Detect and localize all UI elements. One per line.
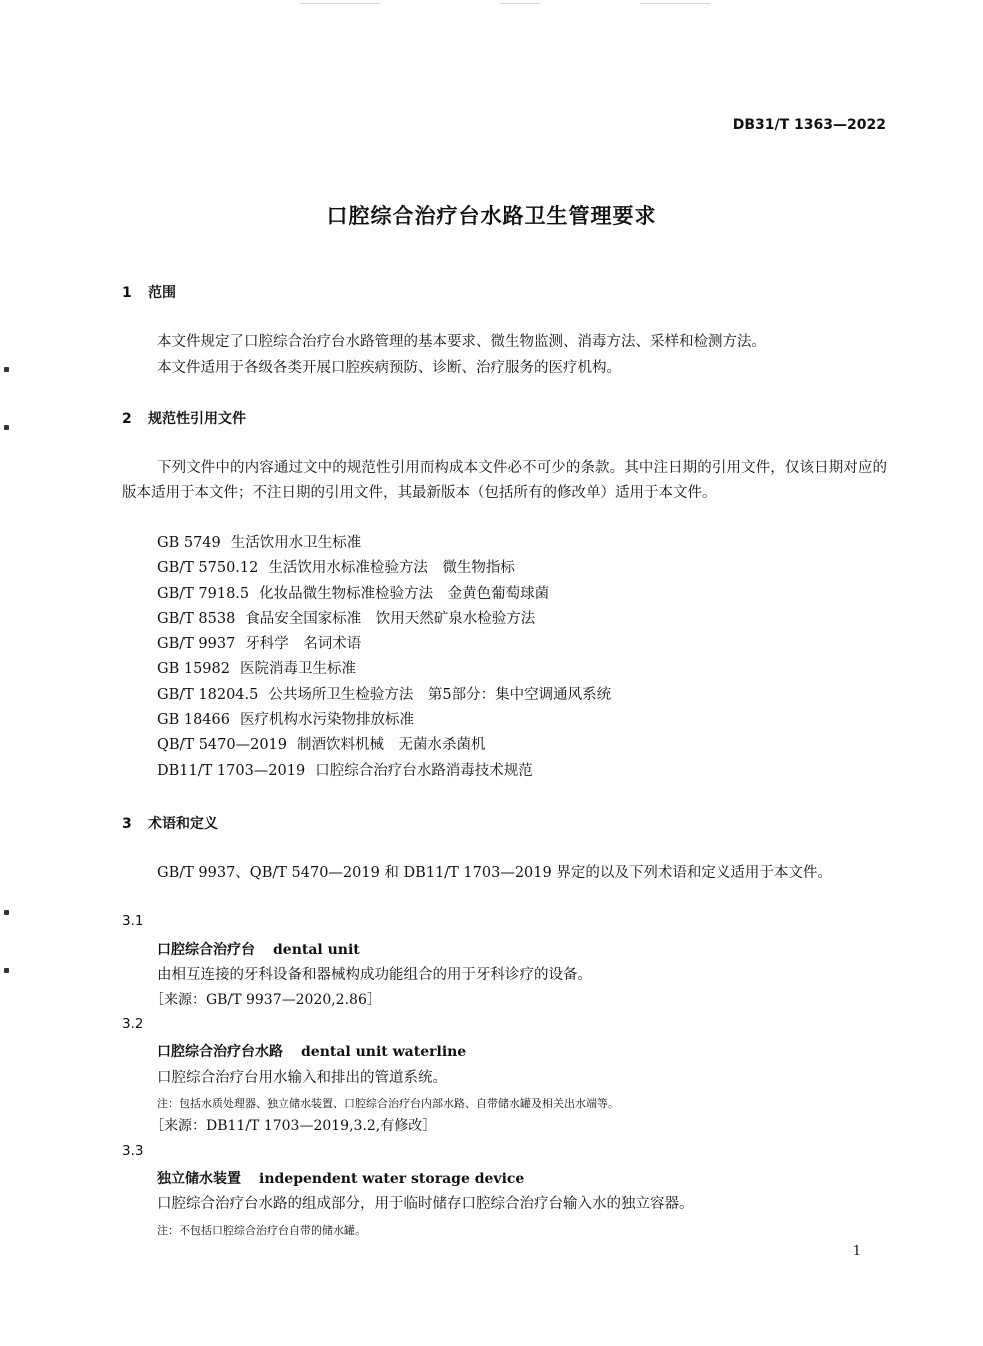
reference-code: GB/T 18204.5 bbox=[157, 686, 259, 703]
term-name-en: independent water storage device bbox=[259, 1171, 525, 1187]
reference-title: 医院消毒卫生标准 bbox=[239, 661, 356, 678]
margin-mark bbox=[4, 367, 9, 372]
reference-item bbox=[157, 582, 611, 607]
margin-mark bbox=[4, 968, 9, 973]
section-heading-scope bbox=[122, 282, 176, 302]
reference-item bbox=[157, 733, 611, 758]
reference-title: 医疗机构水污染物排放标准 bbox=[239, 712, 414, 729]
paragraph: 本文件规定了口腔综合治疗台水路管理的基本要求、微生物监测、消毒方法、采样和检测方法。 bbox=[157, 334, 766, 350]
reference-title: 生活饮用水标准检验方法 微生物指标 bbox=[268, 560, 515, 577]
reference-code: QB/T 5470—2019 bbox=[157, 737, 288, 754]
reference-code: GB 15982 bbox=[157, 661, 230, 678]
term-name bbox=[157, 939, 360, 959]
reference-code: GB 18466 bbox=[157, 712, 230, 729]
reference-title: 公共场所卫生检验方法 第5部分：集中空调通风系统 bbox=[268, 686, 612, 703]
section-number: 2 bbox=[122, 411, 132, 427]
reference-item bbox=[157, 657, 611, 682]
references-intro: 下列文件中的内容通过文中的规范性引用而构成本文件必不可少的条款。其中注日期的引用文件，仅该日期对应的版本适用于本文件；不注日期的引用文件，其最新版本（包括所有的修改单）适用于本文件。 bbox=[122, 460, 887, 501]
reference-title: 口腔综合治疗台水路消毒技术规范 bbox=[315, 762, 533, 779]
section-title: 术语和定义 bbox=[148, 816, 218, 832]
term-number: 3.2 bbox=[122, 1016, 144, 1032]
scan-artifact bbox=[640, 3, 710, 4]
page-number: 1 bbox=[852, 1244, 861, 1259]
term-name-zh: 独立储水装置 bbox=[157, 1171, 241, 1187]
reference-title: 食品安全国家标准 饮用天然矿泉水检验方法 bbox=[245, 610, 536, 627]
scan-artifact bbox=[300, 3, 380, 4]
term-source: ［来源：DB11/T 1703—2019,3.2,有修改］ bbox=[150, 1118, 437, 1134]
reference-title: 牙科学 名词术语 bbox=[245, 636, 362, 653]
reference-title: 制酒饮料机械 无菌水杀菌机 bbox=[297, 737, 486, 754]
reference-item bbox=[157, 708, 611, 733]
reference-code: GB/T 8538 bbox=[157, 610, 236, 627]
section-heading-terms bbox=[122, 813, 218, 833]
reference-code: GB 5749 bbox=[157, 535, 221, 551]
term-number: 3.3 bbox=[122, 1143, 144, 1159]
term-definition: 口腔综合治疗台水路的组成部分，用于临时储存口腔综合治疗台输入水的独立容器。 bbox=[157, 1196, 694, 1212]
section-heading-normative-references bbox=[122, 408, 246, 428]
reference-item bbox=[157, 759, 611, 784]
reference-code: GB/T 5750.12 bbox=[157, 560, 259, 577]
section-number: 1 bbox=[122, 285, 132, 301]
term-source: ［来源：GB/T 9937—2020,2.86］ bbox=[150, 992, 381, 1008]
standard-number: DB31/T 1363—2022 bbox=[732, 117, 886, 133]
reference-title: 化妆品微生物标准检验方法 金黄色葡萄球菌 bbox=[259, 585, 550, 602]
term-name-zh: 口腔综合治疗台 bbox=[157, 942, 255, 958]
term-note: 注：包括水质处理器、独立储水装置、口腔综合治疗台内部水路、自带储水罐及相关出水端等。 bbox=[157, 1097, 619, 1110]
margin-mark bbox=[4, 910, 9, 915]
term-definition: 由相互连接的牙科设备和器械构成功能组合的用于牙科诊疗的设备。 bbox=[157, 967, 592, 983]
reference-code: GB/T 9937 bbox=[157, 636, 236, 653]
section-title: 规范性引用文件 bbox=[148, 411, 246, 427]
section-title: 范围 bbox=[148, 285, 176, 301]
term-note: 注：不包括口腔综合治疗台自带的储水罐。 bbox=[157, 1224, 366, 1237]
document-title: 口腔综合治疗台水路卫生管理要求 bbox=[326, 204, 657, 228]
paragraph: 本文件适用于各级各类开展口腔疾病预防、诊断、治疗服务的医疗机构。 bbox=[157, 360, 621, 376]
reference-item bbox=[157, 531, 611, 556]
term-name bbox=[157, 1168, 524, 1188]
reference-item bbox=[157, 607, 611, 632]
term-name-en: dental unit bbox=[273, 942, 360, 958]
term-definition: 口腔综合治疗台用水输入和排出的管道系统。 bbox=[157, 1070, 447, 1086]
margin-mark bbox=[4, 425, 9, 430]
reference-code: DB11/T 1703—2019 bbox=[157, 762, 306, 779]
section-number: 3 bbox=[122, 816, 132, 832]
term-name-zh: 口腔综合治疗台水路 bbox=[157, 1044, 283, 1060]
reference-item bbox=[157, 632, 611, 657]
reference-item bbox=[157, 683, 611, 708]
terms-intro: GB/T 9937、QB/T 5470—2019 和 DB11/T 1703—2019 界定的以及下列术语和定义适用于本文件。 bbox=[157, 865, 832, 881]
term-name bbox=[157, 1041, 466, 1061]
reference-list bbox=[157, 531, 611, 784]
reference-code: GB/T 7918.5 bbox=[157, 585, 250, 602]
term-number: 3.1 bbox=[122, 913, 144, 929]
term-name-en: dental unit waterline bbox=[301, 1044, 467, 1060]
reference-item bbox=[157, 556, 611, 581]
reference-title: 生活饮用水卫生标准 bbox=[230, 535, 362, 551]
scan-artifact bbox=[500, 3, 540, 4]
